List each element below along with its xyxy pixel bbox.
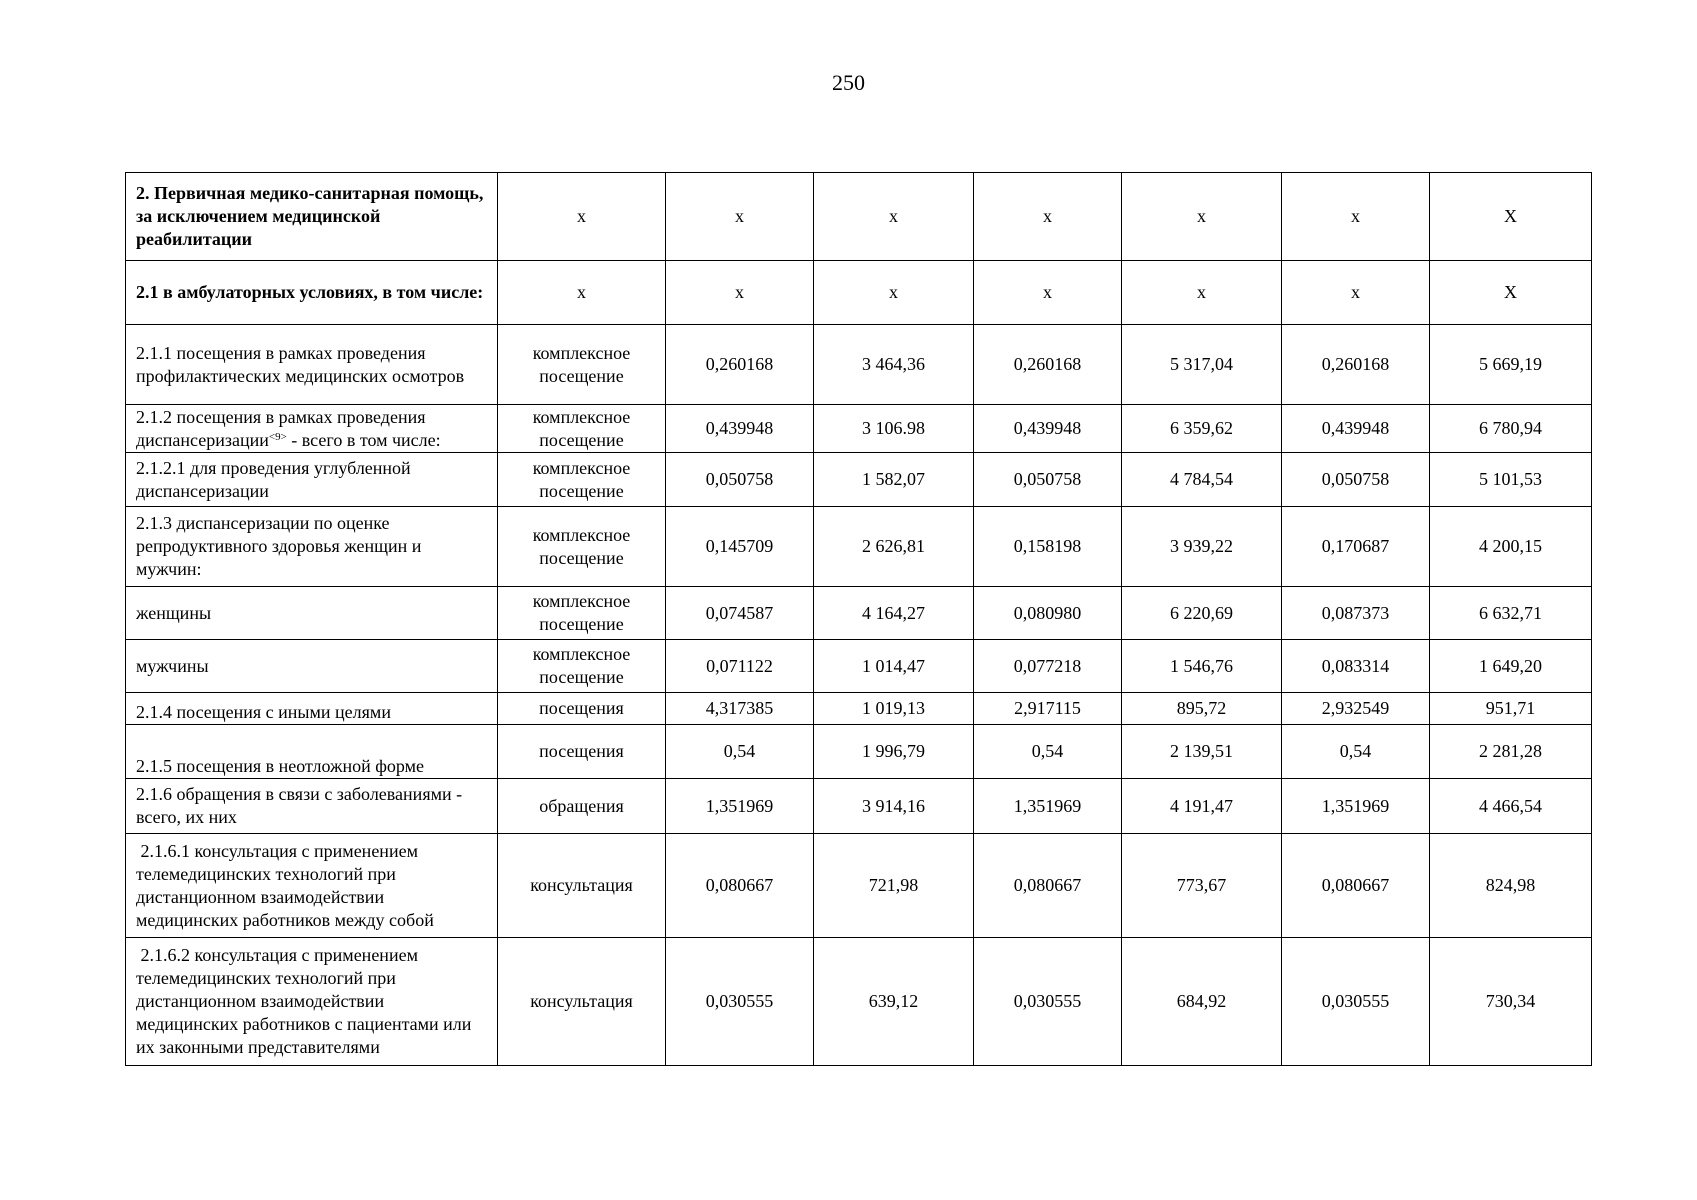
row-name-cell: женщины: [126, 587, 498, 640]
value-cell: 0,54: [666, 725, 814, 779]
row-name-cell: [126, 405, 498, 453]
row-name-cell: 2.1.6.2 консультация с применением телемедицинских технологий при дистанционном взаимодействии медицинских работников с пациентами или их законными представителями: [126, 938, 498, 1066]
value-cell: 0,080667: [1282, 834, 1430, 938]
value-cell: х: [1122, 173, 1282, 261]
value-cell: 2,917115: [974, 693, 1122, 725]
value-cell: 0,080980: [974, 587, 1122, 640]
value-cell: х: [974, 173, 1122, 261]
value-cell: 1 649,20: [1430, 640, 1592, 693]
value-cell: 0,074587: [666, 587, 814, 640]
unit-cell: комплексное посещение: [498, 507, 666, 587]
unit-cell: комплексное посещение: [498, 405, 666, 453]
value-cell: 0,145709: [666, 507, 814, 587]
value-cell: 3 914,16: [814, 779, 974, 834]
value-cell: 0,030555: [974, 938, 1122, 1066]
value-cell: 0,170687: [1282, 507, 1430, 587]
value-cell: 0,071122: [666, 640, 814, 693]
unit-cell: посещения: [498, 725, 666, 779]
row-name-cell: мужчины: [126, 640, 498, 693]
table-row: [126, 261, 1592, 325]
value-cell: х: [814, 261, 974, 325]
value-cell: х: [1282, 261, 1430, 325]
value-cell: 4 784,54: [1122, 453, 1282, 507]
value-cell: 1,351969: [1282, 779, 1430, 834]
value-cell: 773,67: [1122, 834, 1282, 938]
value-cell: 6 359,62: [1122, 405, 1282, 453]
unit-cell: комплексное посещение: [498, 640, 666, 693]
value-cell: х: [666, 173, 814, 261]
value-cell: 2,932549: [1282, 693, 1430, 725]
row-name-cell: 2.1.2.1 для проведения углубленной диспансеризации: [126, 453, 498, 507]
value-cell: 1 014,47: [814, 640, 974, 693]
table-row: [126, 405, 1592, 453]
row-name-cell: 2.1 в амбулаторных условиях, в том числе:: [126, 261, 498, 325]
row-name-cell: 2.1.6.1 консультация с применением телемедицинских технологий при дистанционном взаимодействии медицинских работников между собой: [126, 834, 498, 938]
page-number: 250: [832, 70, 865, 95]
unit-cell: х: [498, 261, 666, 325]
value-cell: 0,439948: [1282, 405, 1430, 453]
unit-cell: консультация: [498, 938, 666, 1066]
value-cell: 0,080667: [666, 834, 814, 938]
value-cell: 3 106.98: [814, 405, 974, 453]
value-cell: 639,12: [814, 938, 974, 1066]
value-cell: 0,158198: [974, 507, 1122, 587]
value-cell: 1 546,76: [1122, 640, 1282, 693]
row-name-text: 2.1.2 посещения в рамках проведения диспансеризации: [136, 406, 426, 450]
value-cell: 5 669,19: [1430, 325, 1592, 405]
value-cell: 0,077218: [974, 640, 1122, 693]
row-name-cell: 2.1.6 обращения в связи с заболеваниями - всего, их них: [126, 779, 498, 834]
table-row: [126, 938, 1592, 1066]
value-cell: 0,260168: [974, 325, 1122, 405]
value-cell: х: [1122, 261, 1282, 325]
value-cell: 0,439948: [666, 405, 814, 453]
unit-cell: х: [498, 173, 666, 261]
table-row: [126, 779, 1592, 834]
table-row: [126, 725, 1592, 779]
value-cell: 0,260168: [666, 325, 814, 405]
row-name-text-continued: - всего в том числе:: [286, 429, 441, 450]
value-cell: 951,71: [1430, 693, 1592, 725]
row-name-cell: 2.1.4 посещения с иными целями: [126, 693, 498, 725]
value-cell: х: [1282, 173, 1430, 261]
value-cell: 4 164,27: [814, 587, 974, 640]
table-row: [126, 453, 1592, 507]
unit-cell: комплексное посещение: [498, 325, 666, 405]
value-cell: 4 466,54: [1430, 779, 1592, 834]
value-cell: 684,92: [1122, 938, 1282, 1066]
value-cell: 0,030555: [1282, 938, 1430, 1066]
row-name-cell: 2. Первичная медико-санитарная помощь, за исключением медицинской реабилитации: [126, 173, 498, 261]
table-row: [126, 587, 1592, 640]
row-name-cell: 2.1.1 посещения в рамках проведения профилактических медицинских осмотров: [126, 325, 498, 405]
value-cell: 4,317385: [666, 693, 814, 725]
value-cell: 0,030555: [666, 938, 814, 1066]
value-cell: 1 019,13: [814, 693, 974, 725]
value-cell: 1 582,07: [814, 453, 974, 507]
data-table: [125, 172, 1592, 1066]
value-cell: 6 780,94: [1430, 405, 1592, 453]
value-cell: 5 317,04: [1122, 325, 1282, 405]
value-cell: х: [666, 261, 814, 325]
value-cell: 2 281,28: [1430, 725, 1592, 779]
value-cell: 0,439948: [974, 405, 1122, 453]
value-cell: 0,260168: [1282, 325, 1430, 405]
table-row: [126, 173, 1592, 261]
value-cell: 0,083314: [1282, 640, 1430, 693]
value-cell: 895,72: [1122, 693, 1282, 725]
unit-cell: комплексное посещение: [498, 453, 666, 507]
value-cell: 0,080667: [974, 834, 1122, 938]
table-row: [126, 693, 1592, 725]
value-cell: х: [974, 261, 1122, 325]
value-cell: Х: [1430, 261, 1592, 325]
value-cell: х: [814, 173, 974, 261]
value-cell: 3 464,36: [814, 325, 974, 405]
table-row: [126, 325, 1592, 405]
footnote-ref: <9>: [268, 430, 287, 443]
value-cell: 1,351969: [666, 779, 814, 834]
unit-cell: обращения: [498, 779, 666, 834]
value-cell: 5 101,53: [1430, 453, 1592, 507]
value-cell: 1 996,79: [814, 725, 974, 779]
unit-cell: комплексное посещение: [498, 587, 666, 640]
value-cell: 6 220,69: [1122, 587, 1282, 640]
value-cell: 0,050758: [666, 453, 814, 507]
value-cell: 3 939,22: [1122, 507, 1282, 587]
value-cell: Х: [1430, 173, 1592, 261]
value-cell: 4 200,15: [1430, 507, 1592, 587]
value-cell: 0,050758: [1282, 453, 1430, 507]
table-row: [126, 507, 1592, 587]
value-cell: 721,98: [814, 834, 974, 938]
table-row: [126, 834, 1592, 938]
value-cell: 4 191,47: [1122, 779, 1282, 834]
value-cell: 0,54: [1282, 725, 1430, 779]
row-name-cell: 2.1.3 диспансеризации по оценке репродуктивного здоровья женщин и мужчин:: [126, 507, 498, 587]
value-cell: 0,087373: [1282, 587, 1430, 640]
unit-cell: посещения: [498, 693, 666, 725]
value-cell: 1,351969: [974, 779, 1122, 834]
value-cell: 824,98: [1430, 834, 1592, 938]
table-row: [126, 640, 1592, 693]
value-cell: 0,050758: [974, 453, 1122, 507]
value-cell: 6 632,71: [1430, 587, 1592, 640]
unit-cell: консультация: [498, 834, 666, 938]
value-cell: 730,34: [1430, 938, 1592, 1066]
row-name-cell: 2.1.5 посещения в неотложной форме: [126, 725, 498, 779]
value-cell: 2 139,51: [1122, 725, 1282, 779]
value-cell: 2 626,81: [814, 507, 974, 587]
value-cell: 0,54: [974, 725, 1122, 779]
